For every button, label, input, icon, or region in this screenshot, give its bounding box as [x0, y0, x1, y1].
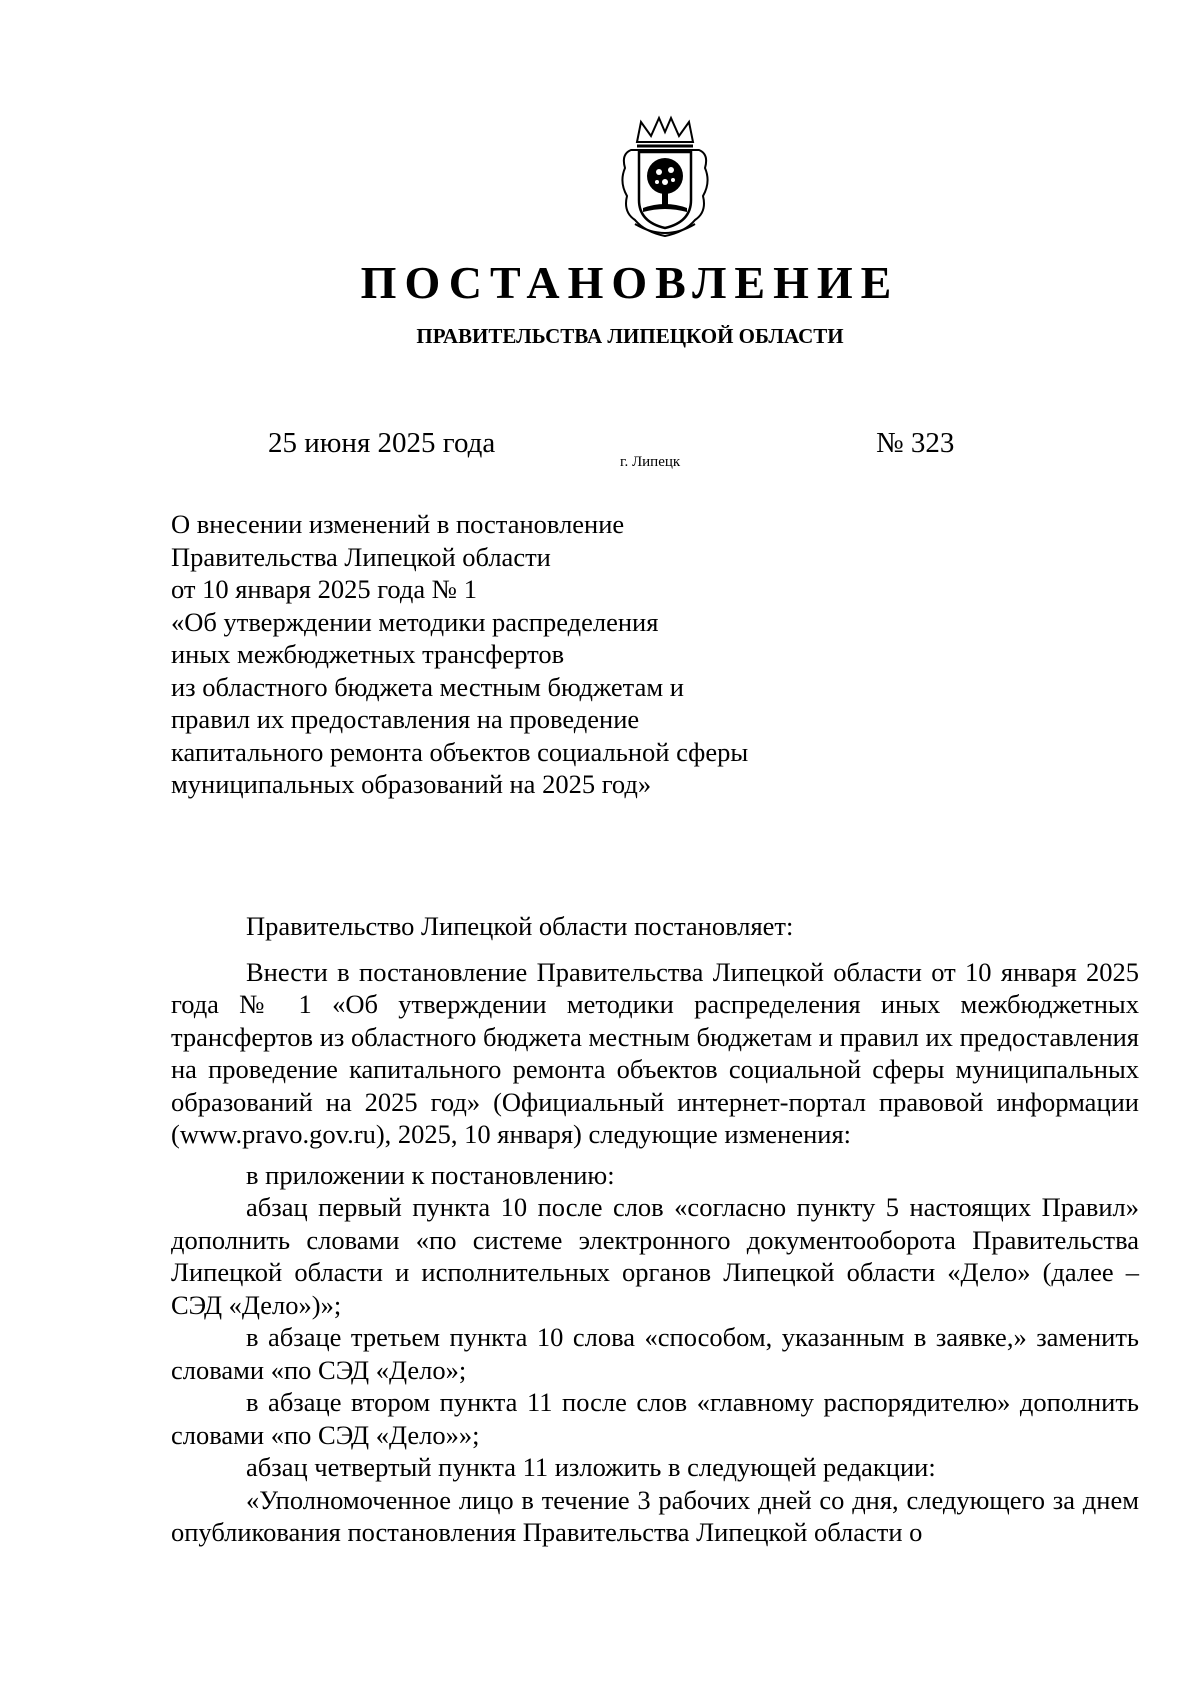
body-paragraph: «Уполномоченное лицо в течение 3 рабочих дней со дня, следующего за днем опубликования постановления Правительства Липецкой области о — [171, 1484, 1139, 1547]
heading-line: «Об утверждении методики распределения — [171, 606, 659, 637]
heading-line: капитального ремонта объектов социальной сферы — [171, 736, 749, 767]
heading-line: О внесении изменений в постановление — [171, 509, 625, 539]
document-heading — [171, 508, 851, 801]
document-date: 25 июня 2025 года — [268, 427, 496, 459]
heading-line: Правительства Липецкой области — [171, 541, 551, 572]
body-paragraph: в абзаце третьем пункта 10 слова «способом, указанным в заявке,» заменить словами «по СЭД «Дело»; — [171, 1322, 1139, 1385]
body-paragraph: абзац четвертый пункта 11 изложить в следующей редакции: — [246, 1452, 936, 1482]
lipetsk-coat-of-arms-icon — [615, 112, 715, 242]
document-body — [171, 910, 1139, 1549]
document-subtitle: ПРАВИТЕЛЬСТВА ЛИПЕЦКОЙ ОБЛАСТИ — [416, 324, 844, 348]
body-paragraph: в абзаце втором пункта 11 после слов «главному распорядителю» дополнить словами «по СЭД «Дело»»; — [171, 1387, 1139, 1450]
document-city: г. Липецк — [620, 454, 681, 470]
coat-of-arms-emblem — [615, 112, 715, 242]
body-paragraph: Внести в постановление Правительства Липецкой области от 10 января 2025 года № 1 «Об утверждении методики распределения иных межбюджетных трансфертов из областного бюджета местным бюджетам и правил их предоставления на проведение капитального ремонта объектов социальной сферы муниципальных образований на 2025 год» (Официальный интернет-портал правовой информации (www.pravo.gov.ru), 2025, 10 января) следующие изменения: — [171, 956, 1139, 1149]
body-paragraph: в приложении к постановлению: — [246, 1159, 615, 1190]
body-paragraph: абзац первый пункта 10 после слов «согласно пункту 5 настоящих Правил» дополнить словами «по системе электронного документооборота Правительства Липецкой области и исполнительных органов Липецкой области «Дело» (далее – СЭД «Дело»)»; — [171, 1192, 1139, 1320]
heading-line: иных межбюджетных трансфертов — [171, 639, 565, 669]
document-number: № 323 — [876, 427, 955, 459]
heading-line: из областного бюджета местным бюджетам и — [171, 671, 684, 702]
heading-line: от 10 января 2025 года № 1 — [171, 574, 477, 604]
document-title: ПОСТАНОВЛЕНИЕ — [360, 257, 900, 308]
heading-line: муниципальных образований на 2025 год» — [171, 769, 652, 799]
heading-line: правил их предоставления на проведение — [171, 704, 640, 734]
body-paragraph: Правительство Липецкой области постановляет: — [246, 911, 794, 941]
